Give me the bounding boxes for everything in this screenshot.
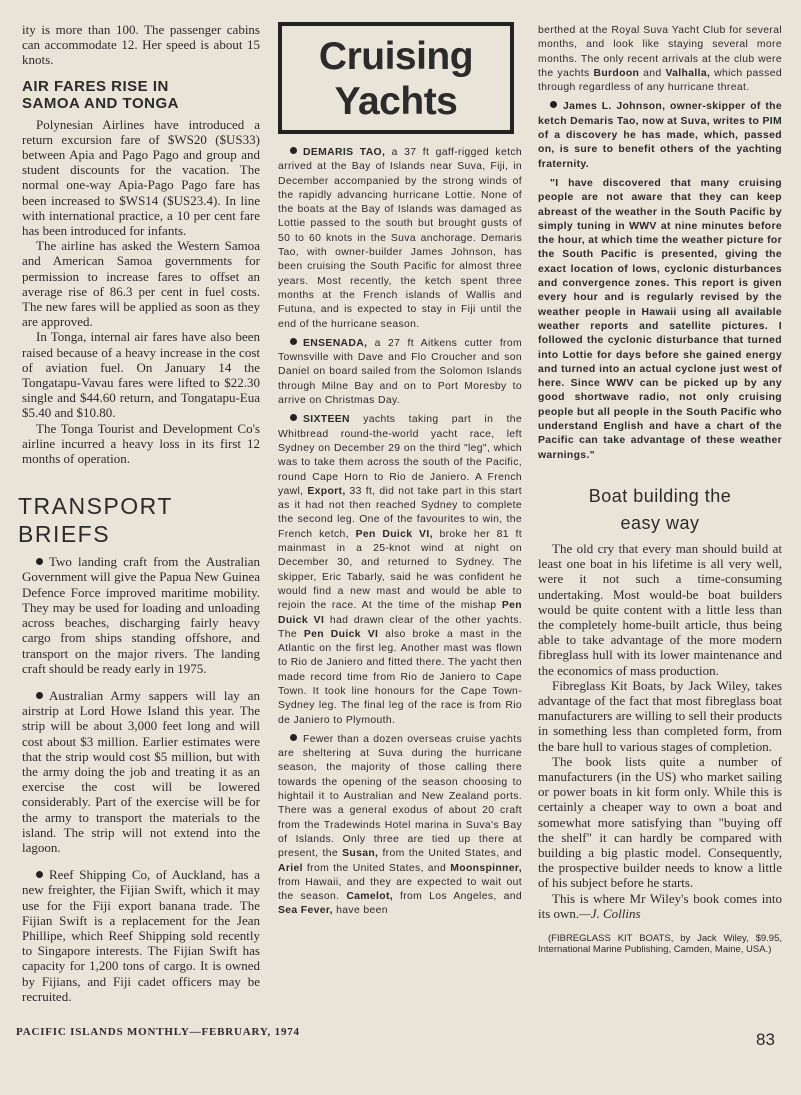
cruising-text: also broke a mast in the Atlantic on the first leg. Another mast was flown to Rio de Janiero and fitted there. The yacht then made record time from Rio de Janiero to Cape Town. It took line honours for the Cape Town-Sydney leg. The final leg of the race is from Rio de Janiero to Plymouth.	[278, 628, 522, 726]
yacht-count: SIXTEEN	[303, 414, 350, 426]
yacht-name: Burdoon	[593, 67, 640, 79]
bullet-icon	[550, 101, 557, 108]
boat-heading-line-1: Boat building the	[588, 485, 732, 506]
column-right	[538, 24, 782, 956]
column-middle	[278, 22, 522, 924]
transport-brief-text: Two landing craft from the Australian Government will give the Papua New Guinea Defence Force improved maritime mobility. They may be used for loading and unloading across beaches, discharging fairly heavy cargo from ships standing offshore, and transport on the major rivers. The landing craft should be ready early in 1975.	[22, 554, 260, 676]
cruising-text: a 37 ft gaff-rigged ketch arrived at the Bay of Islands near Suva, Fiji, in December accompanied by the strong winds of the rapidly advancing hurricane Lottie. None of the boats at the Bay of Islands was damaged as Lottie passed to the south but brought gusts of 50 to 60 knots in the Suva anchorage. Demaris Tao, with owner-builder James Johnson, has been cruising the South Pacific for almost three years. Most recently, the ketch spent three months at the French islands of Wallis and Futuna, and is expected to stay in Fiji until the end of the hurricane season.	[278, 147, 522, 330]
cruising-continued-paragraph	[538, 24, 782, 95]
transport-brief-text: Reef Shipping Co, of Auckland, has a new freighter, the Fijian Swift, which it may use for the Fiji export banana trade. The Fijian Swift is a replacement for the Jean Phillipe, which Reef Shipping sold recently to Singapore interests. The Fijian Swift has capacity for 1,200 tons of cargo. It is owned by Fijians, and Fiji cadet officers may be recruited.	[22, 867, 260, 1004]
cruising-text: broke her 81 ft mainmast in a 25-knot wind at night on December 30, and returned to Sydney. The skipper, Eric Tabarly, said he was confident he would find a new mast and would be able to rejoin the race. At the time of the mishap	[278, 528, 522, 612]
yacht-name: Pen Duick VI,	[355, 528, 433, 540]
cruising-continued	[538, 24, 782, 463]
cruising-text: had drawn clear of the other yachts. The	[278, 614, 522, 640]
title-line-1: Cruising	[318, 35, 474, 78]
carryover-paragraph: ity is more than 100. The passenger cabins can accommodate 12. Her speed is about 15 knots.	[22, 22, 260, 68]
page-number: 83	[756, 1030, 775, 1049]
page-footer: PACIFIC ISLANDS MONTHLY—FEBRUARY, 1974	[16, 1026, 300, 1038]
yacht-name: DEMARIS TAO,	[303, 147, 386, 158]
review-paragraph	[538, 891, 782, 921]
air-fares-paragraph: The airline has asked the Western Samoa and American Samoa governments for permission to increase fares to offset an average rise of 86.3 per cent in fuel costs. The new fares will be applied as soon as they are approved.	[22, 238, 260, 330]
transport-brief-item	[22, 688, 260, 855]
yacht-name: Ariel	[278, 862, 303, 874]
boat-building-heading	[538, 483, 782, 537]
cruising-text: Fewer than a dozen overseas cruise yachts are sheltering at Suva during the hurricane season, the majority of those calling there towards the opening of the season choosing to hightail it to Australian and New Zealand ports. There was a general exodus of about 20 craft from the Tradewinds Hotel marina in Suva's Bay of Islands. Only three are tied up there at present, the	[278, 733, 522, 860]
transport-brief-text: Australian Army sappers will lay an airstrip at Lord Howe Island this year. The strip will be about 3,000 feet long and will cost about $3 million. Earlier estimates were that the strip would cost $5 million, but with the army doing the job and treating it as an exercise the cost will be lowered considerably. Part of the exercise will be for the army to transport the materials to the island. The strip will not extend into the lagoon.	[22, 687, 260, 855]
cruising-text: from Hawaii, and they are expected to wait out the season.	[278, 876, 522, 903]
johnson-text: James L. Johnson, owner-skipper of the ketch Demaris Tao, now at Suva, writes to PIM of a discovery he has made, which, passed on, is sure to benefit others of the yachting fraternity.	[538, 101, 782, 170]
bullet-icon	[36, 692, 43, 699]
yacht-name: Sea Fever,	[278, 905, 333, 917]
johnson-quote: "I have discovered that many cruising people are not aware that they can keep abreast of the weather in the South Pacific by simply tuning in WWV at nine minutes before the hour, at which time the weather picture for the South Pacific is presented, giving the exact location of lows, cyclonic disturbances and convergence zones. This report is given every hour and is regularly revised by the weather people in Hawaii using all available weather reports and satellite pictures. I followed the cyclonic disturbance that turned into Lottie for days before she gained energy and turned into an actual cyclone just west of here. Since WWV can be picked up by any good shortwave radio, not only cruising people but all people in the South Pacific who understand English and have a chart of the Pacific can take advantage of these weather warnings."	[538, 177, 782, 461]
review-paragraph: Fibreglass Kit Boats, by Jack Wiley, takes advantage of the fact that most fibreglass boat manufacturers are willing to sell their products in something less than completed form, from the bare hull to various stages of completion.	[538, 677, 782, 754]
author-credit: —J. Collins	[579, 905, 641, 921]
johnson-item	[538, 100, 782, 171]
cruising-item	[278, 146, 522, 332]
book-details-note: (FIBREGLASS KIT BOATS, by Jack Wiley, $9.95, International Marine Publishing, Camden, Maine, USA.)	[538, 932, 782, 956]
air-fares-heading-line-1: AIR FARES RISE IN	[22, 77, 169, 95]
cruising-yachts-title-box	[278, 22, 514, 134]
cruising-item	[278, 733, 522, 919]
yacht-name: Susan,	[342, 848, 379, 860]
cruising-yachts-title	[282, 34, 510, 124]
yacht-name: Export,	[307, 485, 346, 497]
bullet-icon	[36, 871, 43, 878]
cruising-text: and	[639, 67, 666, 79]
air-fares-paragraph: The Tonga Tourist and Development Co's airline incurred a heavy loss in its first 12 months of operation.	[22, 420, 260, 467]
air-fares-heading-line-2: SAMOA AND TONGA	[22, 94, 179, 112]
yacht-name: ENSENADA,	[303, 337, 368, 349]
review-paragraph: The old cry that every man should build at least one boat in his lifetime is all very well, were it not such a time-consuming undertaking. Most would-be boat builders would be quite content with a little less than the completely home-built article, thus being able to take advantage of the more modern fibreglass hull with its lower maintenance and the economics of mass production.	[538, 540, 782, 678]
cruising-item	[278, 337, 522, 408]
cruising-text: berthed at the Royal Suva Yacht Club for several months, and look like staying several more months. The only recent arrivals at the club were the yachts	[538, 25, 782, 79]
cruising-text: from the United States, and	[302, 862, 451, 874]
cruising-text: from Los Angeles, and	[393, 891, 523, 903]
column-left	[18, 22, 260, 1004]
yacht-name: Pen Duick VI	[278, 600, 522, 626]
yacht-name: Valhalla,	[665, 67, 711, 79]
air-fares-paragraph: Polynesian Airlines have introduced a return excursion fare of $WS20 ($US33) between Apia and Pago Pago and group and student discounts for the vacation. The normal one-way Apia-Pago Pago fare has been increased to $WS14 ($US23.4). In line with international practice, a 10 per cent fare has been introduced for infants.	[22, 116, 260, 239]
yacht-name: Camelot,	[346, 891, 394, 903]
transport-briefs-heading: TRANSPORT BRIEFS	[18, 493, 173, 548]
boat-heading-line-2: easy way	[620, 512, 700, 533]
cruising-item	[278, 413, 522, 728]
bullet-icon	[290, 734, 297, 741]
cruising-text: yachts taking part in the Whitbread round-the-world yacht race, left Sydney on December 29 on the third "leg", which was to take them across the south of the Pacific, round Cape Horn to Rio de Janiero. A French yawl,	[278, 414, 522, 497]
cruising-text: which passed through regardless of any hurricane threat.	[538, 67, 782, 94]
bullet-icon	[290, 414, 297, 421]
bullet-icon	[290, 147, 297, 154]
air-fares-heading	[22, 78, 260, 112]
cruising-text: have been	[332, 905, 388, 917]
title-line-2: Yachts	[334, 80, 458, 123]
cruising-text: from the United States, and	[378, 848, 522, 860]
yacht-name: Moonspinner,	[450, 862, 522, 874]
transport-brief-item	[22, 554, 260, 676]
bullet-icon	[290, 338, 297, 345]
cruising-text: a 27 ft Aitkens cutter from Townsville with Dave and Flo Croucher and son Daniel on board sailed from the Solomon Islands through Milne Bay and on to Port Moresby to arrive on Christmas Day.	[278, 337, 522, 407]
cruising-text: 33 ft, did not take part in this start as it had not then reached Sydney to complete the second leg. One of the favourites to win, the French ketch,	[278, 485, 522, 540]
bullet-icon	[36, 558, 43, 565]
boat-building-review	[538, 541, 782, 956]
yacht-name: Pen Duick VI	[303, 628, 379, 640]
review-paragraph: The book lists quite a number of manufacturers (in the US) who market sailing or power boats in kit form only. While this is certainly a cheaper way to own a boat and somewhat more satisfying than "buying off the shelf" it can hardly be compared with building a big plastic model. Consequently, the prospective builder needs to know a little of his subject before he starts.	[538, 753, 782, 891]
air-fares-paragraph: In Tonga, internal air fares have also been raised because of a heavy increase in the cost of aviation fuel. On January 14 the Tongatapu-Vavau fares were lifted to $22.30 single and $44.60 return, and Tongatapu-Eua $5.40 and $10.80.	[22, 329, 260, 421]
transport-brief-item	[22, 867, 260, 1004]
review-text: This is where Mr Wiley's book comes into its own.	[538, 890, 782, 921]
